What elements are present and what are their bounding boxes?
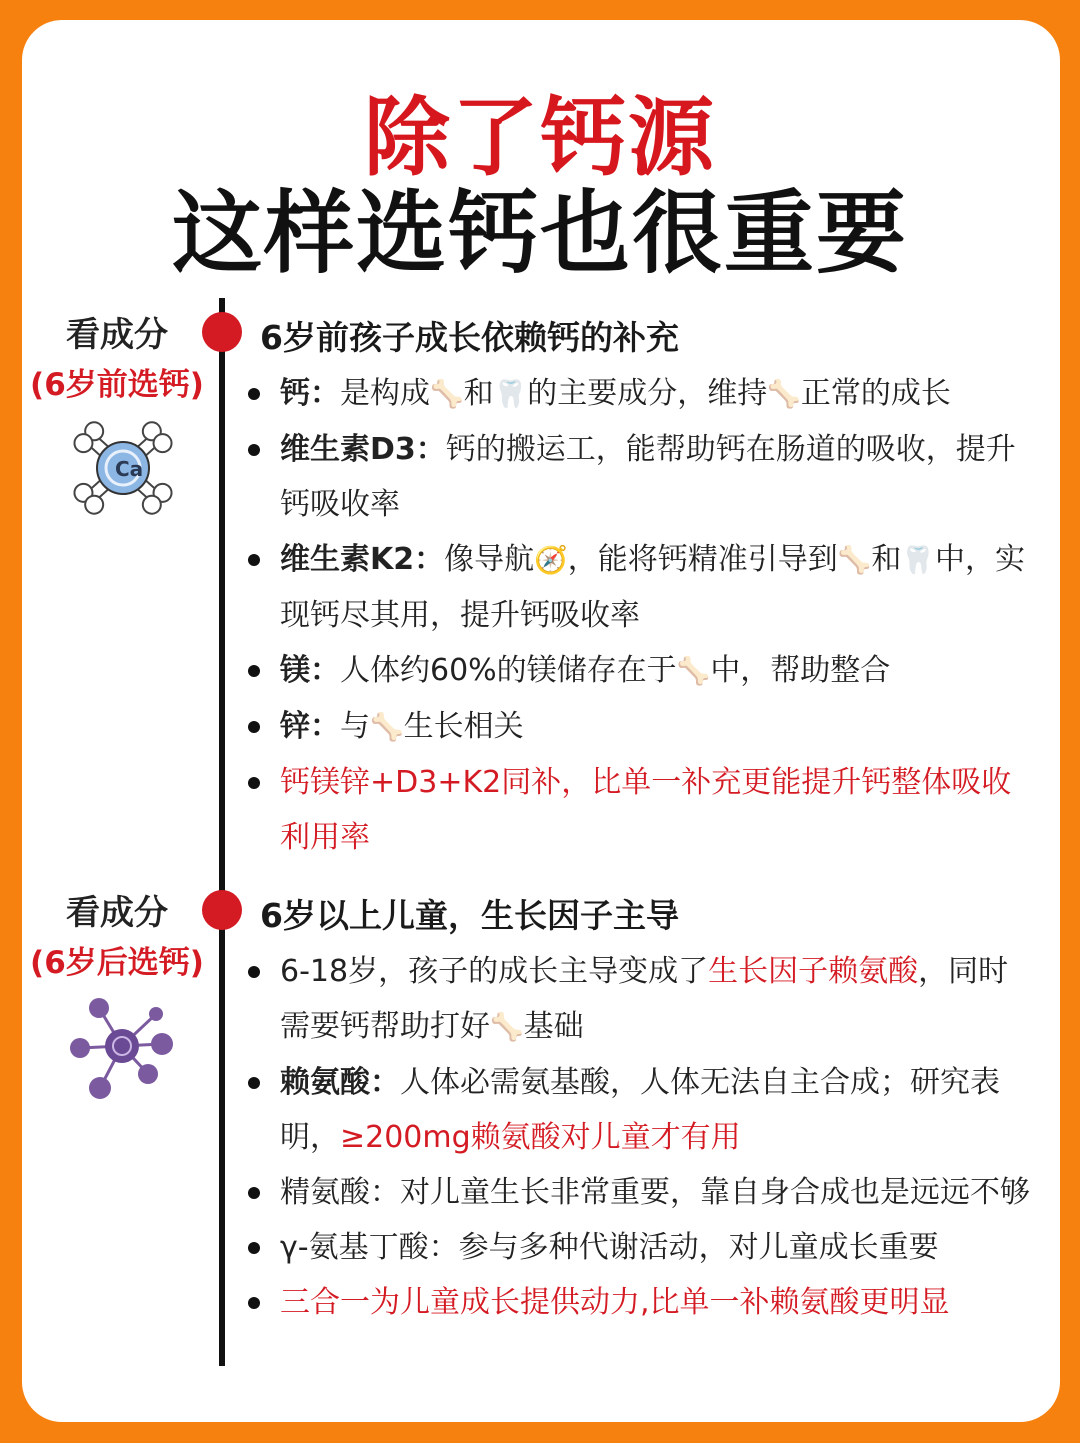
list-item	[236, 1055, 1036, 1165]
list-item	[236, 366, 1036, 422]
section1-heading: 6岁前孩子成长依赖钙的补充	[260, 318, 679, 357]
item-text: 6-18岁，孩子的成长主导变成了	[280, 954, 709, 989]
compass-icon: 🧭	[534, 545, 568, 576]
item-text: ，同时需要钙帮助打好	[280, 954, 1009, 1044]
list-item	[236, 1220, 1036, 1275]
list-item	[236, 1165, 1036, 1220]
item-text: 和	[871, 542, 902, 577]
molecule-icon	[64, 996, 179, 1110]
item-text: 中，帮助整合	[710, 653, 891, 688]
bone-icon: 🦴	[430, 379, 464, 410]
item-text: 精氨酸：对儿童生长非常重要，靠自身合成也是远远不够	[280, 1175, 1030, 1210]
item-term: 钙：	[280, 376, 340, 411]
bone-icon: 🦴	[676, 656, 711, 687]
title-line-1: 除了钙源	[364, 88, 716, 188]
item-text: 人体约60%的镁储存在于	[340, 653, 677, 688]
section2-heading: 6岁以上儿童，生长因子主导	[260, 896, 679, 935]
section1-side-subtitle: (6岁前选钙)	[30, 367, 204, 403]
list-item	[236, 944, 1036, 1055]
item-highlight: 生长因子赖氨酸	[708, 954, 919, 989]
item-text: ，能将钙精准引导到	[567, 542, 838, 577]
item-highlight: 钙镁锌+D3+K2同补，比单一补充更能提升钙整体吸收利用率	[280, 765, 1012, 855]
item-text: 的主要成分，维持	[527, 376, 768, 411]
item-text: 像导航	[444, 542, 535, 577]
section1-side	[22, 312, 212, 408]
timeline-line	[219, 298, 225, 1366]
title-line-2: 这样选钙也很重要	[172, 181, 908, 286]
item-term: 赖氨酸：	[280, 1065, 400, 1100]
item-text: 基础	[523, 1009, 584, 1044]
list-item	[236, 532, 1036, 643]
section1-side-title: 看成分	[66, 315, 168, 355]
item-text: 生长相关	[403, 709, 524, 744]
item-text: 和	[463, 376, 494, 411]
section2-side-subtitle: (6岁后选钙)	[30, 945, 204, 981]
item-highlight: ≥200mg赖氨酸对儿童才有用	[340, 1120, 741, 1155]
item-term: 镁：	[280, 653, 340, 688]
item-highlight: 三合一为儿童成长提供动力,比单一补赖氨酸更明显	[280, 1285, 950, 1320]
list-item	[236, 699, 1036, 755]
item-text: 人体必需氨基酸，人体无法自主合成；研究表明，	[280, 1065, 1000, 1155]
section2-list	[236, 944, 1036, 1330]
tooth-icon: 🦷	[493, 379, 528, 410]
item-text: 与	[340, 709, 370, 744]
list-item	[236, 643, 1036, 699]
bone-icon: 🦴	[837, 545, 872, 576]
item-text: 是构成	[340, 376, 430, 411]
item-text: 钙的搬运工，能帮助钙在肠道的吸收，提升钙吸收率	[280, 432, 1016, 522]
bone-icon: 🦴	[370, 712, 404, 743]
list-item	[236, 755, 1036, 865]
tooth-icon: 🦷	[901, 545, 935, 576]
section2-side	[22, 890, 212, 986]
list-item	[236, 1275, 1036, 1330]
item-term: 维生素D3：	[280, 432, 446, 467]
item-term: 维生素K2：	[280, 542, 445, 577]
list-item	[236, 422, 1036, 532]
item-text: γ-氨基丁酸：参与多种代谢活动，对儿童成长重要	[280, 1230, 939, 1265]
calcium-bone-icon	[68, 416, 178, 524]
bone-icon: 🦴	[490, 1012, 524, 1043]
section2-side-title: 看成分	[66, 893, 168, 933]
item-term: 锌：	[280, 709, 340, 744]
section1-list	[236, 366, 1036, 865]
item-text: 中，实现钙尽其用，提升钙吸收率	[280, 542, 1025, 633]
svg-text:Ca: Ca	[115, 457, 144, 481]
bone-icon: 🦴	[767, 379, 801, 410]
item-text: 正常的成长	[800, 376, 951, 411]
